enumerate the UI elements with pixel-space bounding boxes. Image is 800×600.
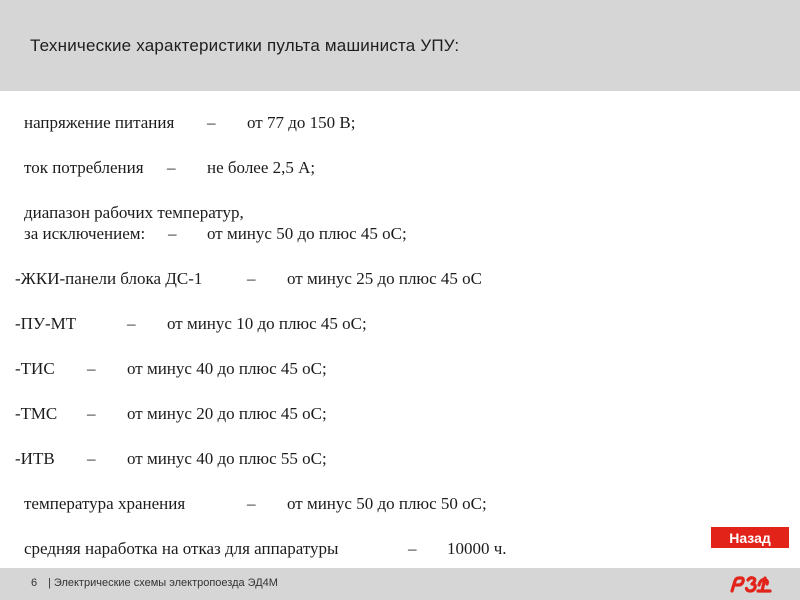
footer-caption: | Электрические схемы электропоезда ЭД4М <box>48 577 278 589</box>
lcd-panel-label: -ЖКИ-панели блока ДС-1 <box>15 269 203 288</box>
voltage-dash: – <box>207 113 216 132</box>
footer-bar <box>0 568 800 600</box>
current-label: ток потребления <box>24 158 144 177</box>
lcd-panel-value: от минус 25 до плюс 45 оС <box>287 269 483 288</box>
back-button[interactable]: Назад <box>711 527 789 548</box>
mtbf-value: 10000 ч. <box>447 539 507 558</box>
storage-temp-dash: – <box>247 494 256 513</box>
exception-value: от минус 50 до плюс 45 оС; <box>207 224 407 243</box>
tis-label: -ТИС <box>15 359 55 378</box>
current-value: не более 2,5 А; <box>207 158 316 177</box>
page-title: Технические характеристики пульта машиниста УПУ: <box>30 36 460 55</box>
voltage-value: от 77 до 150 В; <box>247 113 356 132</box>
tms-dash: – <box>87 404 96 423</box>
itv-dash: – <box>87 449 96 468</box>
storage-temp-label: температура хранения <box>24 494 186 513</box>
itv-value: от минус 40 до плюс 55 оС; <box>127 449 327 468</box>
pu-mt-value: от минус 10 до плюс 45 оС; <box>167 314 367 333</box>
tis-dash: – <box>87 359 96 378</box>
voltage-label: напряжение питания <box>24 113 175 132</box>
exception-dash: – <box>168 224 177 243</box>
tms-value: от минус 20 до плюс 45 оС; <box>127 404 327 423</box>
rzd-logo-icon <box>728 572 772 594</box>
pu-mt-dash: – <box>127 314 136 333</box>
storage-temp-value: от минус 50 до плюс 50 оС; <box>287 494 487 513</box>
tms-label: -ТМС <box>15 404 58 423</box>
page-number: 6 <box>31 577 38 589</box>
current-dash: – <box>167 158 176 177</box>
itv-label: -ИТВ <box>15 449 55 468</box>
mtbf-dash: – <box>408 539 417 558</box>
mtbf-label: средняя наработка на отказ для аппаратуры <box>24 539 339 558</box>
lcd-panel-dash: – <box>247 269 256 288</box>
exception-label: за исключением: <box>24 224 146 243</box>
tis-value: от минус 40 до плюс 45 оС; <box>127 359 327 378</box>
pu-mt-label: -ПУ-МТ <box>15 314 77 333</box>
temp-range-label: диапазон рабочих температур, <box>24 203 244 222</box>
